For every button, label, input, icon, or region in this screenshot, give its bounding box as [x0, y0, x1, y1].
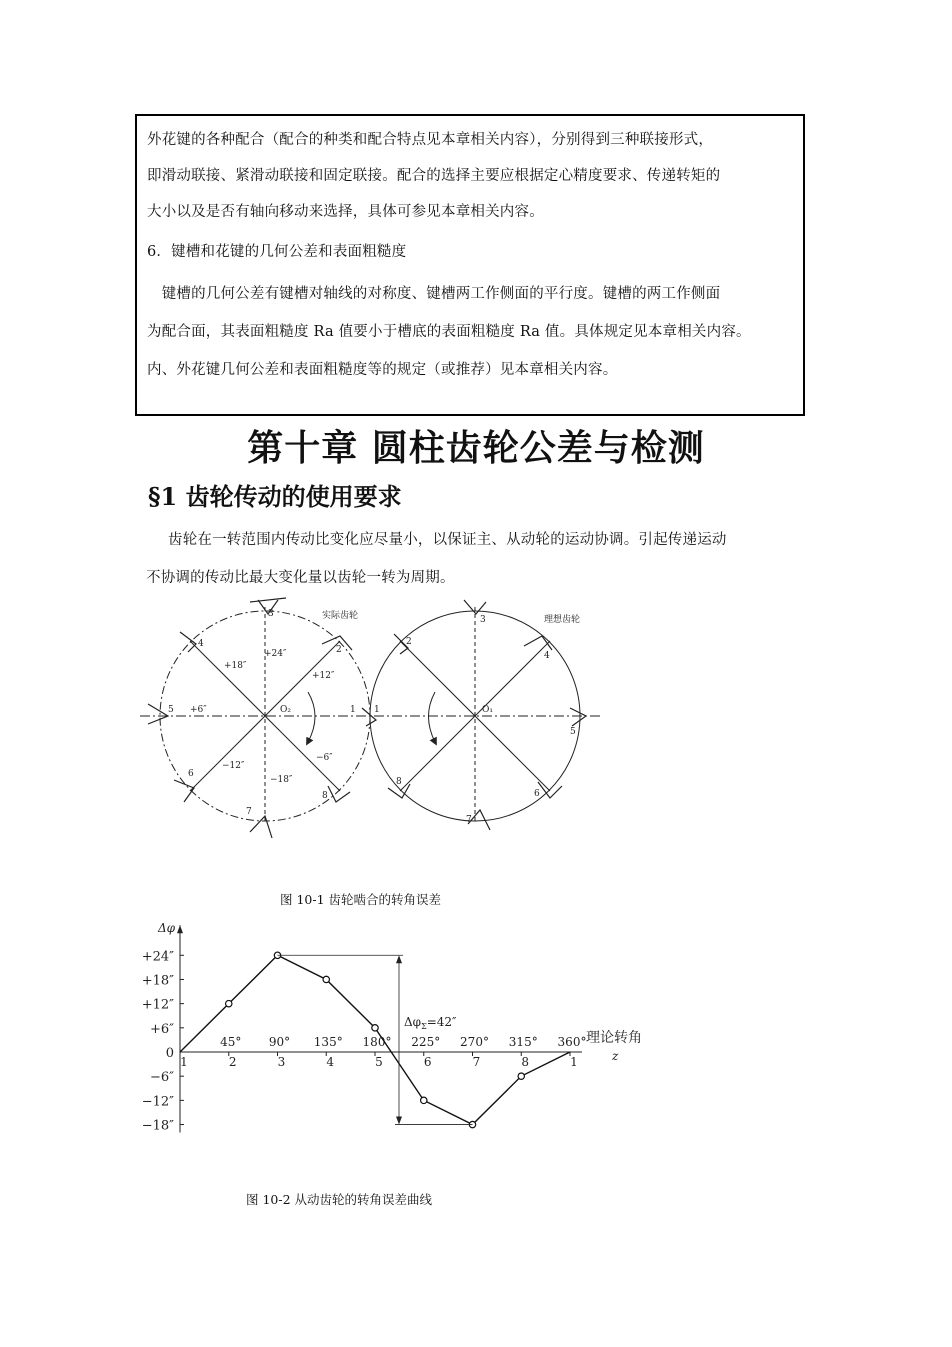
box-line-5: 键槽的几何公差有键槽对轴线的对称度、键槽两工作侧面的平行度。键槽的两工作侧面	[147, 286, 721, 302]
y-tick-label: +12″	[141, 997, 174, 1013]
y-tick-label: +18″	[141, 973, 174, 989]
tooth-number-label: 6	[423, 1055, 432, 1069]
data-point	[421, 1097, 427, 1103]
tooth-number-label: 4	[326, 1055, 335, 1069]
data-point	[518, 1073, 524, 1079]
section-title: §1 齿轮传动的使用要求	[148, 482, 402, 511]
left-tooth-4: 4	[198, 639, 204, 649]
left-tooth-3: 3	[268, 609, 274, 619]
err-minus12: −12″	[222, 761, 245, 771]
tooth-number-label: 3	[277, 1055, 286, 1069]
right-tooth-4: 4	[544, 651, 550, 661]
x-tick-label: 135°	[313, 1035, 343, 1049]
chapter-title: 第十章 圆柱齿轮公差与检测	[247, 427, 705, 469]
gear-mesh-figure	[140, 592, 610, 840]
tooth-number-label: 7	[472, 1055, 481, 1069]
err-minus18: −18″	[270, 775, 293, 785]
err-plus6: +6″	[190, 705, 207, 715]
left-tooth-7: 7	[246, 807, 252, 817]
right-tooth-5: 5	[570, 727, 576, 737]
range-arrow-top	[396, 955, 402, 963]
tooth-number-label: 5	[375, 1055, 383, 1069]
figure2-caption: 图 10-2 从动齿轮的转角误差曲线	[246, 1192, 433, 1207]
box-line-6: 为配合面，其表面粗糙度 Ra 值要小于槽底的表面粗糙度 Ra 值。具体规定见本章相关内容。	[147, 324, 751, 340]
left-gear-label: 实际齿轮	[322, 611, 359, 621]
data-point	[226, 1000, 232, 1006]
y-axis-arrow	[177, 925, 183, 933]
x-tick-label: 315°	[508, 1035, 538, 1049]
y-tick-label: +24″	[141, 949, 174, 965]
err-plus12: +12″	[312, 671, 335, 681]
x-tick-label: 225°	[411, 1035, 441, 1049]
y-tick-label: −12″	[141, 1094, 174, 1110]
tooth-number-label: 2	[228, 1055, 237, 1069]
z-label: z	[612, 1049, 619, 1063]
right-tooth-8: 8	[396, 777, 402, 787]
right-tooth-3: 3	[480, 615, 486, 625]
right-gear-label: 理想齿轮	[544, 615, 581, 625]
right-tooth-2: 2	[406, 637, 412, 647]
figure1-caption: 图 10-1 齿轮啮合的转角误差	[280, 892, 442, 907]
y-tick-label: 0	[165, 1046, 174, 1061]
intro-line-2: 不协调的传动比最大变化量以齿轮一转为周期。	[146, 570, 455, 586]
left-tooth-6: 6	[188, 769, 194, 779]
box-line-7: 内、外花键几何公差和表面粗糙度等的规定（或推荐）见本章相关内容。	[147, 362, 618, 378]
right-gear-center: O₁	[482, 705, 493, 715]
y-tick-label: +6″	[149, 1021, 174, 1037]
y-tick-label: −6″	[149, 1070, 174, 1086]
box-line-1: 外花键的各种配合（配合的种类和配合特点见本章相关内容），分别得到三种联接形式，	[147, 132, 714, 148]
err-plus18: +18″	[224, 661, 247, 671]
y-axis-label: Δφ	[158, 921, 176, 935]
left-tooth-1: 1	[350, 705, 356, 715]
left-gear-center: O₂	[280, 705, 291, 715]
tooth-number-label: 1	[180, 1055, 188, 1069]
right-tooth-6: 6	[534, 789, 540, 799]
tooth-number-label: 1	[570, 1055, 578, 1069]
err-minus6: −6″	[316, 753, 333, 763]
right-tooth-7: 7	[466, 815, 472, 825]
error-curve-chart	[130, 918, 670, 1144]
x-tick-label: 360°	[557, 1035, 587, 1049]
range-arrow-bottom	[396, 1117, 402, 1125]
sum-error-annotation: $\Delta\varphi_\Sigma=42''$	[404, 1015, 457, 1031]
x-tick-label: 270°	[460, 1035, 489, 1049]
data-point	[323, 976, 329, 982]
left-tooth-5: 5	[168, 705, 174, 715]
x-tick-label: 180°	[362, 1035, 392, 1049]
intro-line-1: 齿轮在一转范围内传动比变化应尽量小，以保证主、从动轮的运动协调。引起传递运动	[168, 532, 727, 548]
y-tick-label: −18″	[141, 1118, 174, 1134]
left-tooth-8: 8	[322, 791, 328, 801]
box-line-3: 大小以及是否有轴向移动来选择，具体可参见本章相关内容。	[147, 204, 544, 220]
tooth-number-label: 8	[521, 1055, 530, 1069]
data-point	[372, 1025, 378, 1031]
x-tick-label: 45°	[220, 1035, 242, 1049]
x-tick-label: 90°	[268, 1035, 291, 1049]
err-plus24: +24″	[264, 649, 287, 659]
left-tooth-2: 2	[336, 645, 342, 655]
x-axis-label: 理论转角	[586, 1030, 642, 1046]
right-tooth-1: 1	[374, 705, 380, 715]
text-box	[135, 114, 805, 416]
box-line-2: 即滑动联接、紧滑动联接和固定联接。配合的选择主要应根据定心精度要求、传递转矩的	[147, 168, 721, 184]
box-subheading: 6．键槽和花键的几何公差和表面粗糙度	[147, 244, 407, 260]
